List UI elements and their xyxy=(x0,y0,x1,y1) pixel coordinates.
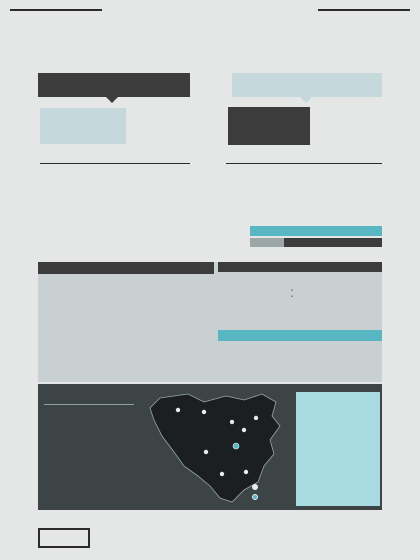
incidents-header-pointer xyxy=(106,97,118,103)
map-panel-title-rule xyxy=(44,404,134,405)
map-marker-gacko[interactable] xyxy=(244,470,248,474)
reactions-header-box xyxy=(232,73,382,97)
map-marker-zepce[interactable] xyxy=(230,420,234,424)
court-rows xyxy=(222,344,378,380)
title-rule-left xyxy=(10,9,102,11)
legend-dot-reaction xyxy=(252,494,258,500)
map-marker-tuzla[interactable] xyxy=(254,416,258,420)
map-marker-bihac[interactable] xyxy=(176,408,180,412)
prevention-title xyxy=(250,226,382,236)
title-rule-right xyxy=(318,9,410,11)
legend-dot-incident xyxy=(252,484,258,490)
since-title xyxy=(218,262,382,272)
prevention-num1 xyxy=(250,238,284,247)
court-title xyxy=(218,330,382,341)
victims-labels xyxy=(40,287,212,297)
osce-logo xyxy=(38,528,90,548)
victims-bar xyxy=(40,276,212,286)
map-marker-zavidovici[interactable] xyxy=(242,428,246,432)
incident-types-grid xyxy=(40,166,200,246)
bih-map-shape xyxy=(150,394,280,502)
map-marker-stolac[interactable] xyxy=(220,472,224,476)
bih-map xyxy=(140,386,290,508)
map-marker-tomislavgrad[interactable] xyxy=(204,450,208,454)
reactions-tag-box xyxy=(228,107,310,145)
reactions-header-pointer xyxy=(300,97,312,103)
reaction-types-rule xyxy=(226,163,382,164)
spotlight-box xyxy=(296,392,380,506)
since-separator: : xyxy=(290,284,294,300)
map-marker-sarajevo[interactable] xyxy=(233,443,239,449)
map-marker-banja-luka[interactable] xyxy=(202,410,206,414)
reaction-types-grid xyxy=(226,166,386,218)
incidents-tag-box xyxy=(40,108,126,144)
incident-types-rule xyxy=(40,163,190,164)
victims-title xyxy=(38,262,214,274)
prevention-bar xyxy=(250,238,382,247)
incidents-header xyxy=(38,73,190,97)
prevention-num2 xyxy=(288,238,298,247)
incidents-bar-chart xyxy=(40,306,212,378)
